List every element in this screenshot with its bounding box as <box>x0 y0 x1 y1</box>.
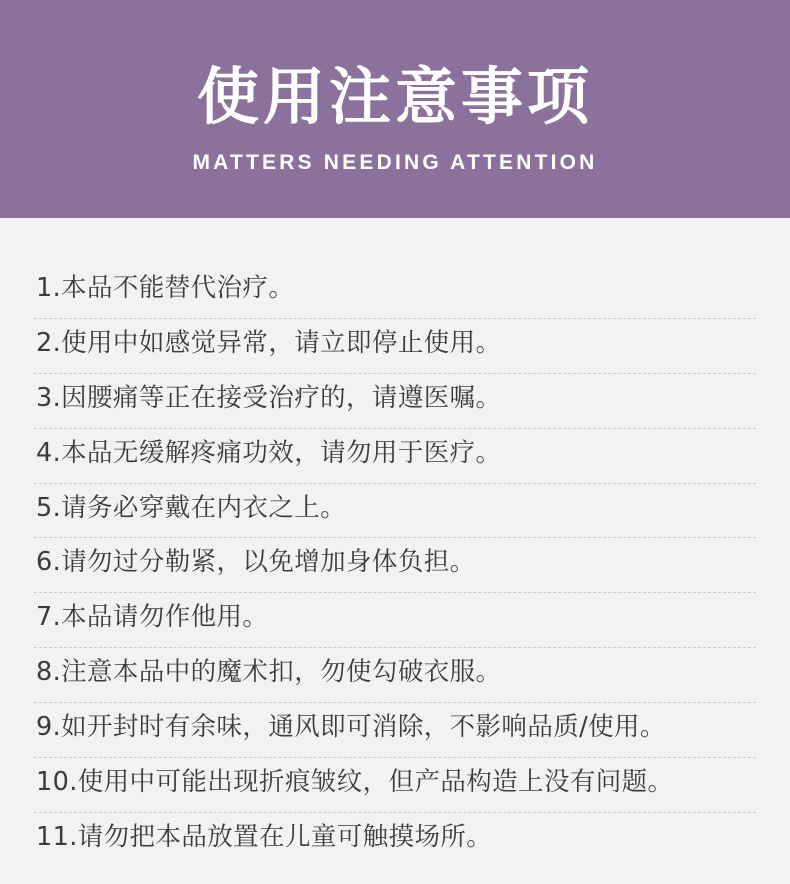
list-item: 3.因腰痛等正在接受治疗的，请遵医嘱。 <box>34 374 756 429</box>
page-title: 使用注意事项 <box>196 60 593 134</box>
list-item: 8.注意本品中的魔术扣，勿使勾破衣服。 <box>34 648 756 703</box>
list-item: 7.本品请勿作他用。 <box>34 593 756 648</box>
list-item: 10.使用中可能出现折痕皱纹，但产品构造上没有问题。 <box>34 758 756 813</box>
list-item: 4.本品无缓解疼痛功效，请勿用于医疗。 <box>34 429 756 484</box>
list-item: 11.请勿把本品放置在儿童可触摸场所。 <box>36 821 493 852</box>
header-banner <box>0 0 790 218</box>
list-item: 9.如开封时有余味，通风即可消除，不影响品质/使用。 <box>34 703 756 758</box>
list-item: 6.请勿过分勒紧，以免增加身体负担。 <box>34 538 756 593</box>
list-item: 2.使用中如感觉异常，请立即停止使用。 <box>34 319 756 374</box>
list-item: 5.请务必穿戴在内衣之上。 <box>34 484 756 539</box>
notes-list <box>0 218 790 884</box>
page-subtitle: MATTERS NEEDING ATTENTION <box>192 150 598 174</box>
list-item: 1.本品不能替代治疗。 <box>34 264 756 319</box>
